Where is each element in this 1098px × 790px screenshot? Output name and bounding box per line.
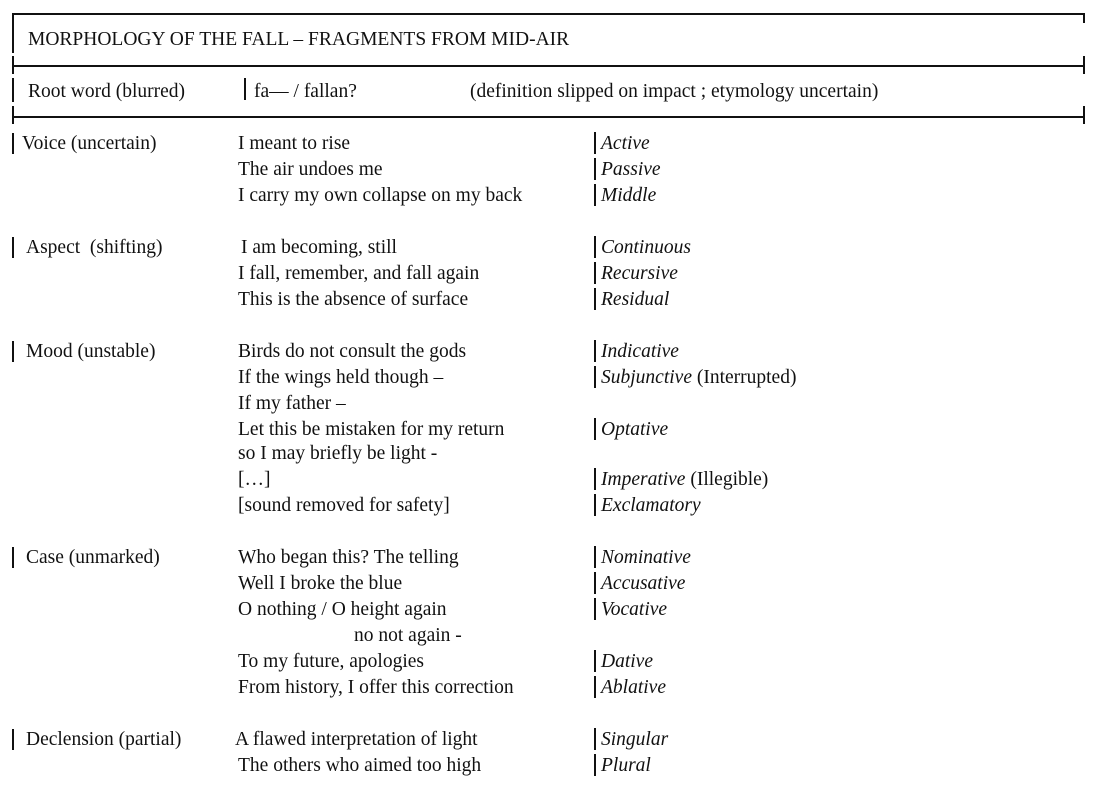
header-bottom-rule <box>12 116 1085 118</box>
header-top-rule <box>12 13 1085 15</box>
header-mid-rule-left-tick <box>12 56 14 74</box>
poem-line: The others who aimed too high <box>238 755 482 776</box>
poem-line: Well I broke the blue <box>238 573 403 594</box>
poem-line: so I may briefly be light - <box>238 443 438 464</box>
poem-line: If the wings held though – <box>238 367 444 388</box>
header-top-rule-right-tick <box>1083 13 1085 23</box>
poem-line: The air undoes me <box>238 159 383 180</box>
header-left-rule-1 <box>12 13 14 53</box>
poem-line: […] <box>238 469 271 490</box>
page-title: MORPHOLOGY OF THE FALL – FRAGMENTS FROM MID-AIR <box>28 29 570 50</box>
root-value-divider <box>244 78 246 100</box>
poem-line: A flawed interpretation of light <box>235 729 478 750</box>
header-mid-rule-right-tick <box>1083 56 1085 74</box>
poem-line: If my father – <box>238 393 346 414</box>
root-row-left-rule <box>12 78 14 102</box>
term-note: (Illegible) <box>690 469 769 490</box>
poem-line: I meant to rise <box>238 133 351 154</box>
root-word-value: fa— / fallan? <box>254 81 357 102</box>
poem-line: I am becoming, still <box>241 237 397 258</box>
header-bottom-rule-left-tick <box>12 106 14 124</box>
poem-line: O nothing / O height again <box>238 599 447 620</box>
poem-line: From history, I offer this correction <box>238 677 514 698</box>
poem-line: This is the absence of surface <box>238 289 469 310</box>
root-word-note: (definition slipped on impact ; etymology uncertain) <box>470 81 879 102</box>
root-word-label: Root word (blurred) <box>28 81 186 102</box>
poem-line: Let this be mistaken for my return <box>238 419 505 440</box>
header-bottom-rule-right-tick <box>1083 106 1085 124</box>
poem-line: Who began this? The telling <box>238 547 459 568</box>
poem-line: I carry my own collapse on my back <box>238 185 523 206</box>
poem-line: no not again - <box>354 625 462 646</box>
poem-line: To my future, apologies <box>238 651 425 672</box>
poem-line: I fall, remember, and fall again <box>238 263 480 284</box>
poem-line: Birds do not consult the gods <box>238 341 467 362</box>
poem-line: [sound removed for safety] <box>238 495 450 516</box>
term-note: (Interrupted) <box>696 367 797 388</box>
header-mid-rule <box>12 65 1085 67</box>
